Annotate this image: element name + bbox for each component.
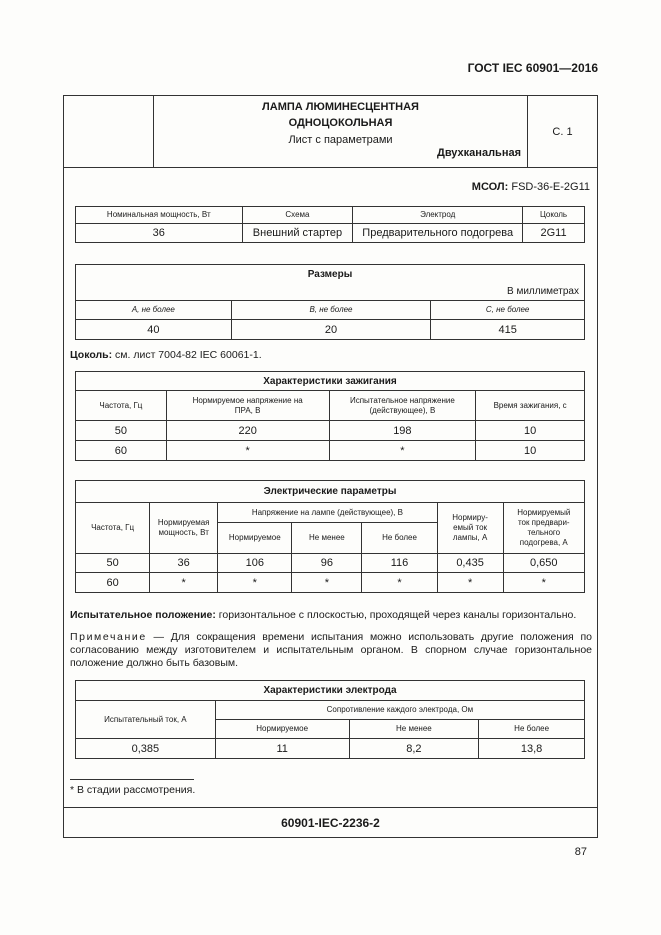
el-cell: 106 (218, 554, 292, 573)
el-header-power: Нормируемая мощность, Вт (150, 503, 218, 554)
base-note-label: Цоколь: (70, 349, 113, 361)
page-number: 87 (574, 846, 587, 858)
general-cell-power: 36 (76, 224, 243, 243)
note-label: Примечание (70, 631, 147, 643)
test-position-note (70, 609, 592, 622)
footer-divider (64, 807, 597, 808)
footnote-divider (70, 779, 194, 780)
ign-cell: 10 (476, 441, 585, 461)
dimensions-title: Размеры (307, 269, 353, 280)
dim-cell-b: 20 (231, 320, 431, 340)
base-note-text: см. лист 7004-82 IEC 60061-1. (112, 349, 262, 361)
el-header-frequency: Частота, Гц (76, 503, 150, 554)
electrode-header-resistance-group: Сопротивление каждого электрода, Ом (215, 701, 584, 720)
electrode-cell: 13,8 (479, 739, 585, 759)
el-cell: 50 (76, 554, 150, 573)
sheet-subtitle: Лист с параметрами (288, 134, 393, 146)
el-subheader-rated: Нормируемое (218, 523, 292, 554)
base-note (70, 349, 592, 362)
ignition-table (75, 371, 585, 461)
ign-cell: 60 (76, 441, 167, 461)
test-position-text: горизонтальное с плоскостью, проходящей через каналы горизонтально. (215, 609, 577, 621)
dim-header-b: B, не более (231, 301, 431, 320)
el-header-current: Нормиру-емый ток лампы, А (437, 503, 503, 554)
ign-cell: * (329, 441, 476, 461)
lamp-title-line1: ЛАМПА ЛЮМИНЕСЦЕНТНАЯ (262, 101, 419, 113)
ign-cell: 198 (329, 421, 476, 441)
el-cell: 0,435 (437, 554, 503, 573)
el-cell: * (218, 573, 292, 593)
msol-label: МСОЛ: (471, 181, 509, 193)
sheet-header (64, 96, 597, 168)
ign-cell: 50 (76, 421, 167, 441)
dimensions-title-cell (76, 265, 585, 301)
channel-type: Двухканальная (436, 147, 521, 159)
primechanie-note (70, 631, 592, 670)
el-cell: 96 (292, 554, 362, 573)
footnote: * В стадии рассмотрения. (70, 784, 196, 796)
general-cell-scheme: Внешний стартер (242, 224, 353, 243)
ign-header-voltage: Нормируемое напряжение на ПРА, В (166, 391, 329, 421)
note-text: — Для сокращения времени испытания можно использовать другие положения по согласованию между изготовителем и испытательным органом. В спорном случае горизонтальное положение должно быть базовым. (70, 631, 592, 669)
electrode-table (75, 680, 585, 759)
lamp-title-line2: ОДНОЦОКОЛЬНАЯ (288, 117, 393, 129)
el-cell: * (150, 573, 218, 593)
electrode-header-test-current: Испытательный ток, А (76, 701, 216, 739)
dim-header-a: A, не более (76, 301, 232, 320)
el-cell: * (437, 573, 503, 593)
electrode-subheader-min: Не менее (349, 720, 479, 739)
electrode-cell: 0,385 (76, 739, 216, 759)
dim-cell-a: 40 (76, 320, 232, 340)
ign-cell: 220 (166, 421, 329, 441)
general-header-power: Номинальная мощность, Вт (76, 207, 243, 224)
ign-header-time: Время зажигания, с (476, 391, 585, 421)
el-cell: 0,650 (503, 554, 584, 573)
standard-number: ГОСТ IEC 60901—2016 (467, 61, 598, 75)
dim-header-c: C, не более (431, 301, 585, 320)
sheet-code: С. 1 (527, 96, 597, 167)
ign-cell: * (166, 441, 329, 461)
electrode-title: Характеристики электрода (76, 681, 585, 701)
ign-cell: 10 (476, 421, 585, 441)
general-cell-base: 2G11 (523, 224, 585, 243)
electrode-subheader-rated: Нормируемое (215, 720, 349, 739)
footer-code: 60901-IEC-2236-2 (281, 816, 380, 830)
el-header-preheat: Нормируемый ток предвари-тельного подогрева, А (503, 503, 584, 554)
dimensions-table (75, 264, 585, 340)
el-subheader-min: Не менее (292, 523, 362, 554)
dimensions-units: В миллиметрах (507, 286, 579, 297)
electrical-title: Электрические параметры (76, 481, 585, 503)
general-header-base: Цоколь (523, 207, 585, 224)
el-cell: * (292, 573, 362, 593)
general-table (75, 206, 585, 243)
msol-value: FSD-36-E-2G11 (511, 181, 590, 193)
ign-header-frequency: Частота, Гц (76, 391, 167, 421)
msol-line (472, 181, 590, 193)
general-header-scheme: Схема (242, 207, 353, 224)
electrical-table (75, 480, 585, 593)
header-title-cell (154, 96, 527, 167)
test-position-label: Испытательное положение: (70, 609, 216, 621)
el-cell: 60 (76, 573, 150, 593)
ignition-title: Характеристики зажигания (76, 372, 585, 391)
general-header-electrode: Электрод (353, 207, 523, 224)
el-cell: * (362, 573, 437, 593)
el-cell: 36 (150, 554, 218, 573)
electrode-cell: 11 (215, 739, 349, 759)
dim-cell-c: 415 (431, 320, 585, 340)
electrode-subheader-max: Не более (479, 720, 585, 739)
general-cell-electrode: Предварительного подогрева (353, 224, 523, 243)
el-cell: * (503, 573, 584, 593)
el-header-voltage-group: Напряжение на лампе (действующее), В (218, 503, 437, 523)
electrode-cell: 8,2 (349, 739, 479, 759)
header-blank-cell (64, 96, 154, 168)
ign-header-test-voltage: Испытательное напряжение (действующее), В (329, 391, 476, 421)
el-cell: 116 (362, 554, 437, 573)
el-subheader-max: Не более (362, 523, 437, 554)
